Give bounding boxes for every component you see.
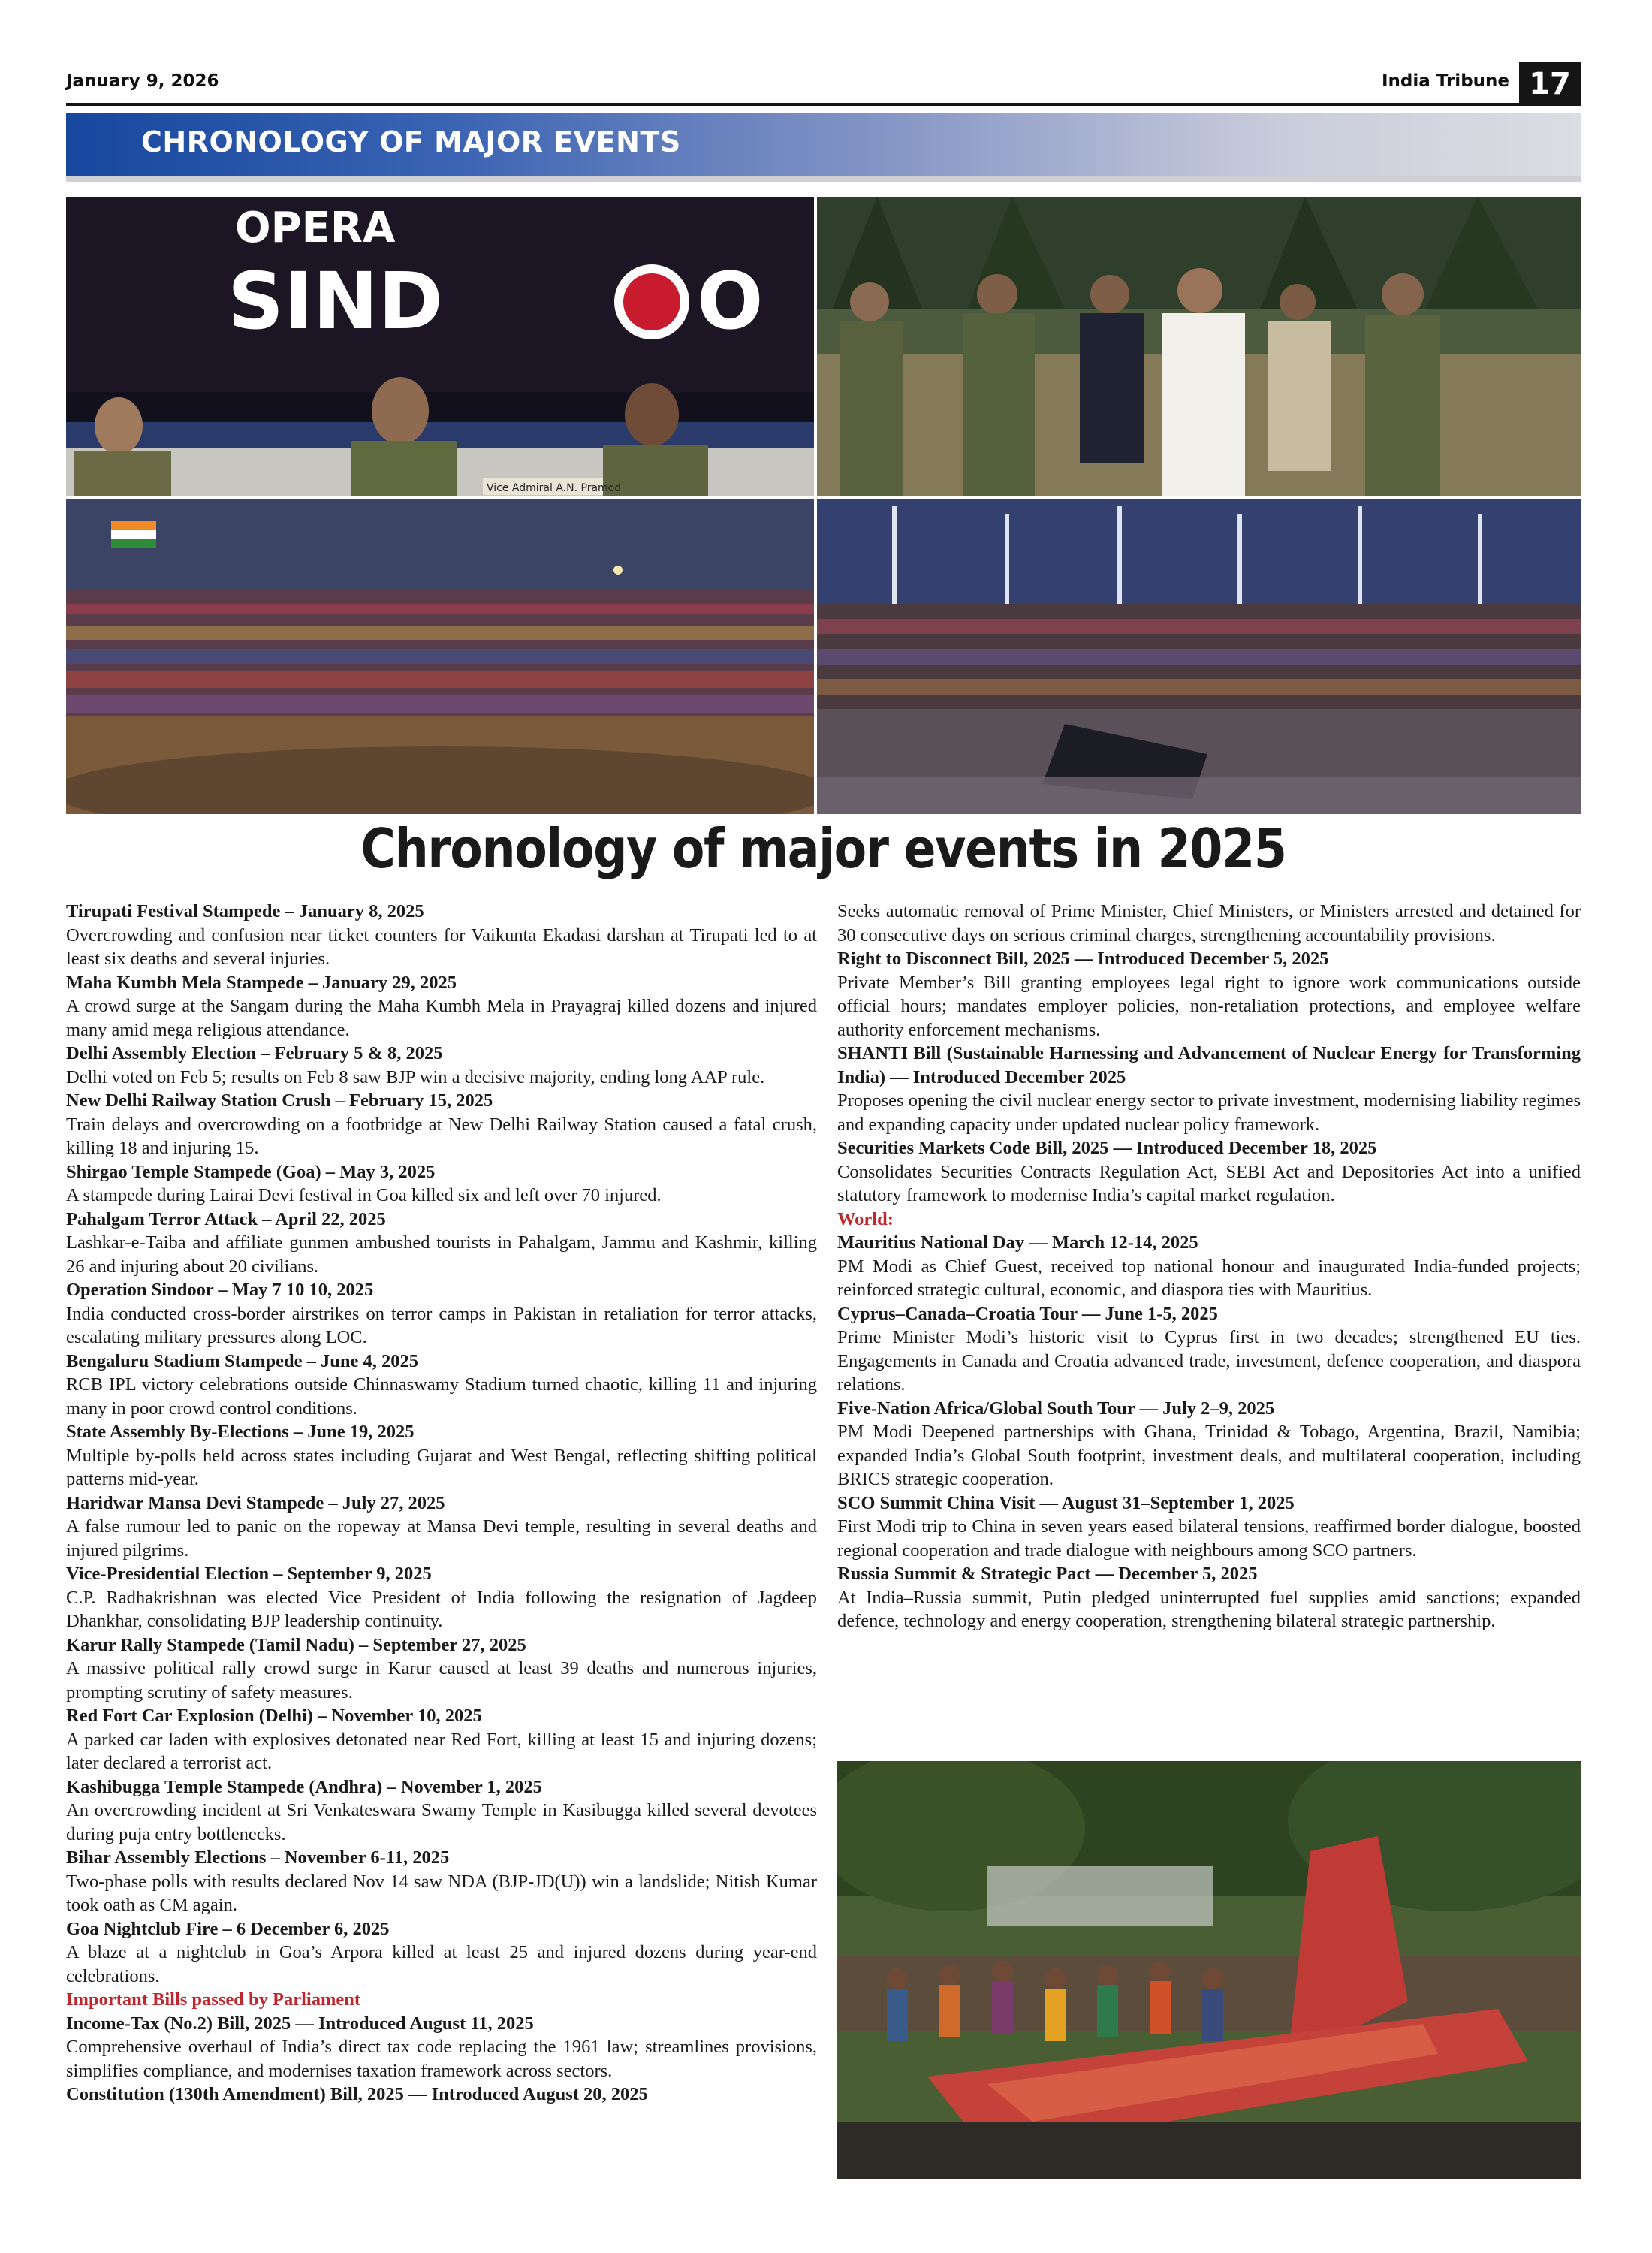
section-title: CHRONOLOGY OF MAJOR EVENTS: [141, 125, 681, 158]
bill-entry-title: Constitution (130th Amendment) Bill, 2025 — Introduced August 20, 2025: [66, 2084, 648, 2104]
constitution-bill-summary: Seeks automatic removal of Prime Minister, Chief Ministers, or Ministers arrested and detained for 30 consecutive days on serious criminal charges, strengthening accountability provisions.: [837, 901, 1581, 946]
bill-entry-body: Comprehensive overhaul of India’s direct tax code replacing the 1961 law; streamlines provisions, simplifies compliance, and modernises taxation framework across sectors.: [66, 2037, 817, 2081]
bill-entry-body: Consolidates Securities Contracts Regulation Act, SEBI Act and Depositories Act into a unified statutory framework to modernise India’s capital market regulation.: [837, 1161, 1581, 1205]
event-entry-title: State Assembly By-Elections – June 19, 2025: [66, 1422, 415, 1442]
event-entry: [66, 971, 817, 1042]
event-entry: [66, 1089, 817, 1160]
world-event-entry-body: At India–Russia summit, Putin pledged uninterrupted fuel supplies amid sanctions; expanded defence, technology and energy cooperation, strengthening bilateral strategic partnership.: [837, 1587, 1581, 1631]
photo-operation-sindoor-briefing: [66, 197, 814, 496]
event-entry-body: Lashkar-e-Taiba and affiliate gunmen ambushed tourists in Pahalgam, Jammu and Kashmir, killing 26 and injuring about 20 civilians.: [66, 1232, 817, 1277]
photo-stampede-aftermath: [817, 499, 1581, 814]
event-entry: [66, 1350, 817, 1421]
world-event-entry-title: Russia Summit & Strategic Pact — December 5, 2025: [837, 1564, 1258, 1584]
sindoor-top-text: OPERA: [235, 204, 396, 252]
event-entry-title: Vice-Presidential Election – September 9, 2025: [66, 1564, 432, 1584]
event-entry: [66, 900, 817, 971]
event-entry-title: Tirupati Festival Stampede – January 8, 2025: [66, 901, 424, 921]
world-event-entry-title: Five-Nation Africa/Global South Tour — July 2–9, 2025: [837, 1398, 1275, 1419]
bill-entry-body: Proposes opening the civil nuclear energy sector to private investment, modernising liability regimes and expanding capacity under updated nuclear policy framework.: [837, 1090, 1581, 1135]
bill-entry-title: Income-Tax (No.2) Bill, 2025 — Introduced August 11, 2025: [66, 2013, 534, 2034]
event-entry: [66, 1633, 817, 1705]
world-event-entry: [837, 1302, 1581, 1397]
event-entry-body: An overcrowding incident at Sri Venkateswara Swamy Temple in Kasibugga killed several devotees during puja entry bottlenecks.: [66, 1800, 817, 1844]
event-entry-title: Red Fort Car Explosion (Delhi) – November 10, 2025: [66, 1706, 482, 1726]
sindoor-red-dot: [623, 273, 680, 330]
world-heading: World:: [837, 1208, 894, 1229]
issue-date: January 9, 2026: [66, 71, 219, 91]
event-entry-body: C.P. Radhakrishnan was elected Vice President of India following the resignation of Jagdeep Dhankhar, consolidating BJP leadership continuity.: [66, 1587, 817, 1631]
page-number: 17: [1519, 62, 1581, 106]
event-entry: [66, 1562, 817, 1633]
event-entry: [66, 1704, 817, 1775]
indian-flag: [111, 521, 156, 548]
photo-plane-crash-wreckage: [837, 1761, 1581, 2179]
world-event-entry: [837, 1491, 1581, 1563]
event-entry-body: Delhi voted on Feb 5; results on Feb 8 saw BJP win a decisive majority, ending long AAP rule.: [66, 1066, 765, 1087]
event-entry-body: Multiple by-polls held across states including Gujarat and West Bengal, reflecting shifting political patterns mid-year.: [66, 1445, 817, 1489]
bills-heading: Important Bills passed by Parliament: [66, 1989, 361, 2010]
header-rule: [66, 103, 1519, 106]
event-entry: [66, 1278, 817, 1350]
bill-entry: [837, 1136, 1581, 1208]
event-entry-title: Delhi Assembly Election – February 5 & 8, 2025: [66, 1043, 443, 1063]
nameplate-text: Vice Admiral A.N. Pramod: [487, 482, 622, 494]
world-event-entry-body: Prime Minister Modi’s historic visit to Cyprus first in two decades; strengthened EU ties. Engagements in Canada and Croatia advanced trade, investment, defence cooperation, and diaspora relations.: [837, 1327, 1581, 1395]
world-event-entry-body: PM Modi Deepened partnerships with Ghana, Trinidad & Tobago, Argentina, Brazil, Namibia; expanded India’s Global South footprint, investment deals, and multilateral cooperation, including BRICS strategic cooperation.: [837, 1422, 1581, 1489]
right-column: [837, 900, 1581, 1633]
bill-entry: [837, 1042, 1581, 1136]
photo-kumbh-mela-crowd: [66, 499, 814, 814]
event-entry-title: Kashibugga Temple Stampede (Andhra) – November 1, 2025: [66, 1776, 542, 1797]
world-event-entry-title: Cyprus–Canada–Croatia Tour — June 1-5, 2025: [837, 1303, 1218, 1324]
world-event-entry-body: First Modi trip to China in seven years eased bilateral tensions, reaffirmed border dialogue, boosted regional cooperation and trade dialogue with neighbours among SCO partners.: [837, 1516, 1581, 1561]
event-entry: [66, 1917, 817, 1989]
bill-entry-title: SHANTI Bill (Sustainable Harnessing and Advancement of Nuclear Energy for Transforming India) — Introduced December 2025: [837, 1043, 1581, 1087]
event-entry-title: Bengaluru Stadium Stampede – June 4, 2025: [66, 1350, 418, 1371]
headline: Chronology of major events in 2025: [360, 817, 1286, 880]
bill-entry: [837, 947, 1581, 1042]
event-entry: [66, 1491, 817, 1563]
left-column: [66, 900, 817, 2107]
bill-entry-title: Securities Markets Code Bill, 2025 — Introduced December 18, 2025: [837, 1138, 1377, 1158]
event-entry-body: RCB IPL victory celebrations outside Chinnaswamy Stadium turned chaotic, killing 11 and injuring many in poor crowd control conditions.: [66, 1374, 817, 1419]
photo-minister-with-army-officers: [817, 197, 1581, 496]
event-entry-body: A false rumour led to panic on the ropeway at Mansa Devi temple, resulting in several deaths and injured pilgrims.: [66, 1516, 817, 1561]
event-entry-title: Haridwar Mansa Devi Stampede – July 27, 2025: [66, 1492, 445, 1513]
event-entry-body: A blaze at a nightclub in Goa’s Arpora killed at least 25 and injured dozens during year-end celebrations.: [66, 1942, 817, 1986]
event-entry-title: New Delhi Railway Station Crush – February 15, 2025: [66, 1090, 493, 1111]
event-entry-body: Train delays and overcrowding on a footbridge at New Delhi Railway Station caused a fatal crush, killing 18 and injuring 15.: [66, 1114, 817, 1158]
publication-name: India Tribune: [1382, 71, 1510, 91]
event-entry-body: A crowd surge at the Sangam during the Maha Kumbh Mela in Prayagraj killed dozens and injured many amid mega religious attendance.: [66, 996, 817, 1040]
event-entry-title: Karur Rally Stampede (Tamil Nadu) – September 27, 2025: [66, 1634, 526, 1655]
banner-shadow: [66, 176, 1581, 182]
world-event-entry-title: SCO Summit China Visit — August 31–September 1, 2025: [837, 1492, 1295, 1513]
event-entry-body: A parked car laden with explosives detonated near Red Fort, killing at least 15 and injuring dozens; later declared a terrorist act.: [66, 1729, 817, 1773]
bill-entry: [66, 2012, 817, 2083]
event-entry-title: Operation Sindoor – May 7 10 10, 2025: [66, 1280, 374, 1300]
event-entry-title: Maha Kumbh Mela Stampede – January 29, 2025: [66, 972, 457, 993]
world-event-entry-body: PM Modi as Chief Guest, received top national honour and inaugurated India-funded projects; reinforced strategic cultural, economic, and diaspora ties with Mauritius.: [837, 1256, 1581, 1300]
event-entry-title: Bihar Assembly Elections – November 6-11, 2025: [66, 1847, 450, 1868]
event-entry: [66, 1846, 817, 1917]
event-entry-body: Two-phase polls with results declared Nov 14 saw NDA (BJP-JD(U)) win a landslide; Nitish Kumar took oath as CM again.: [66, 1871, 817, 1915]
bill-entry: [66, 2083, 817, 2107]
event-entry-title: Shirgao Temple Stampede (Goa) – May 3, 2025: [66, 1161, 436, 1182]
sindoor-text: SIND: [228, 255, 443, 347]
world-event-entry: [837, 1397, 1581, 1491]
event-entry: [66, 1420, 817, 1491]
bill-entry-title: Right to Disconnect Bill, 2025 — Introduced December 5, 2025: [837, 949, 1329, 969]
world-event-entry-title: Mauritius National Day — March 12-14, 2025: [837, 1232, 1198, 1253]
event-entry-body: Overcrowding and confusion near ticket counters for Vaikunta Ekadasi darshan at Tirupati led to at least six deaths and several injuries.: [66, 924, 817, 969]
world-event-entry: [837, 1231, 1581, 1302]
bill-entry-body: Private Member’s Bill granting employees legal right to ignore work communications outside official hours; mandates employer policies, non-retaliation protections, and employee welfare authority enforcement mechanisms.: [837, 972, 1581, 1040]
event-entry-body: A stampede during Lairai Devi festival in Goa killed six and left over 70 injured.: [66, 1185, 662, 1205]
event-entry: [66, 1160, 817, 1208]
event-entry-title: Pahalgam Terror Attack – April 22, 2025: [66, 1208, 386, 1229]
event-entry-body: A massive political rally crowd surge in Karur caused at least 39 deaths and numerous injuries, prompting scrutiny of safety measures.: [66, 1658, 817, 1703]
event-entry: [66, 1775, 817, 1847]
event-entry-title: Goa Nightclub Fire – 6 December 6, 2025: [66, 1918, 390, 1939]
sindoor-text-2: O: [697, 255, 764, 347]
world-event-entry: [837, 1562, 1581, 1633]
event-entry-body: India conducted cross-border airstrikes on terror camps in Pakistan in retaliation for terror attacks, escalating military pressures along LOC.: [66, 1303, 817, 1347]
event-entry: [66, 1042, 817, 1089]
event-entry: [66, 1208, 817, 1279]
